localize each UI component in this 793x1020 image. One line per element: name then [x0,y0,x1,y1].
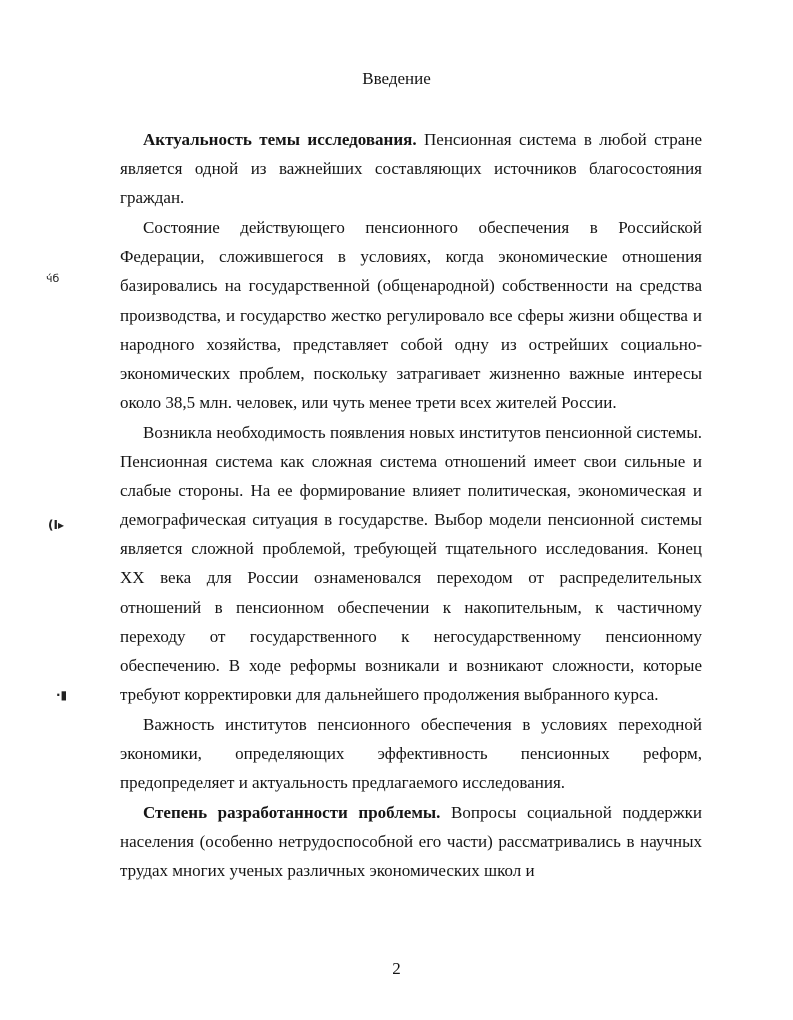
paragraph-relevance [120,125,702,212]
paragraph-text: Вопросы социальной поддержки населения (особенно нетрудоспособной его части) рассматривались в научных трудах многих ученых различных экономических школ и [120,803,703,881]
paragraph-lead: Степень разработанности проблемы. [143,803,441,823]
paragraph-text: Важность институтов пенсионного обеспечения в условиях переходной экономики, определяющих эффективность пенсионных реформ, предопределяет и актуальность предлагаемого исследования. [120,714,702,793]
scan-margin-mark: ·▮ [56,688,68,702]
paragraph-text: Возникла необходимость появления новых институтов пенсионной системы. Пенсионная система как сложная система отношений имеет свои сильные и слабые стороны. На ее формирование влияет политическая, экономическая и демографическая ситуация в государстве. Выбор модели пенсионной системы является сложной проблемой, требующей тщательного исследования. Конец XX века для России ознаменовался переходом от распределительных отношений в пенсионном обеспечении к накопительным, к частичному переходу от государственного к негосударственному пенсионному обеспечению. В ходе реформы возникали и возникают сложности, которые требуют корректировки для дальнейшего продолжения выбранного курса. [120,422,702,704]
document-body [120,125,702,885]
paragraph-text: Состояние действующего пенсионного обеспечения в Российской Федерации, сложившегося в условиях, когда экономические отношения базировались на государственной (общенародной) собственности на средства производства, и государство жестко регулировало все сферы жизни общества и народного хозяйства, представляет собой одну из острейших социально-экономических проблем, поскольку затрагивает жизненно важные интересы около 38,5 млн. человек, или чуть менее трети всех жителей России. [120,218,702,412]
paragraph-lead: Актуальность темы исследования. [143,130,417,149]
paragraph-importance [120,710,702,797]
page-number: 2 [392,959,401,978]
paragraph-state [120,213,702,417]
paragraph-text: Пенсионная система в любой стране является одной из важнейших составляющих источников благосостояния граждан. [120,130,702,208]
scan-margin-mark: (I▸ [48,518,64,532]
paragraph-necessity [120,418,702,709]
scan-margin-mark: ч́б [46,272,60,285]
paragraph-development [120,798,702,885]
section-title: Введение [362,69,431,88]
